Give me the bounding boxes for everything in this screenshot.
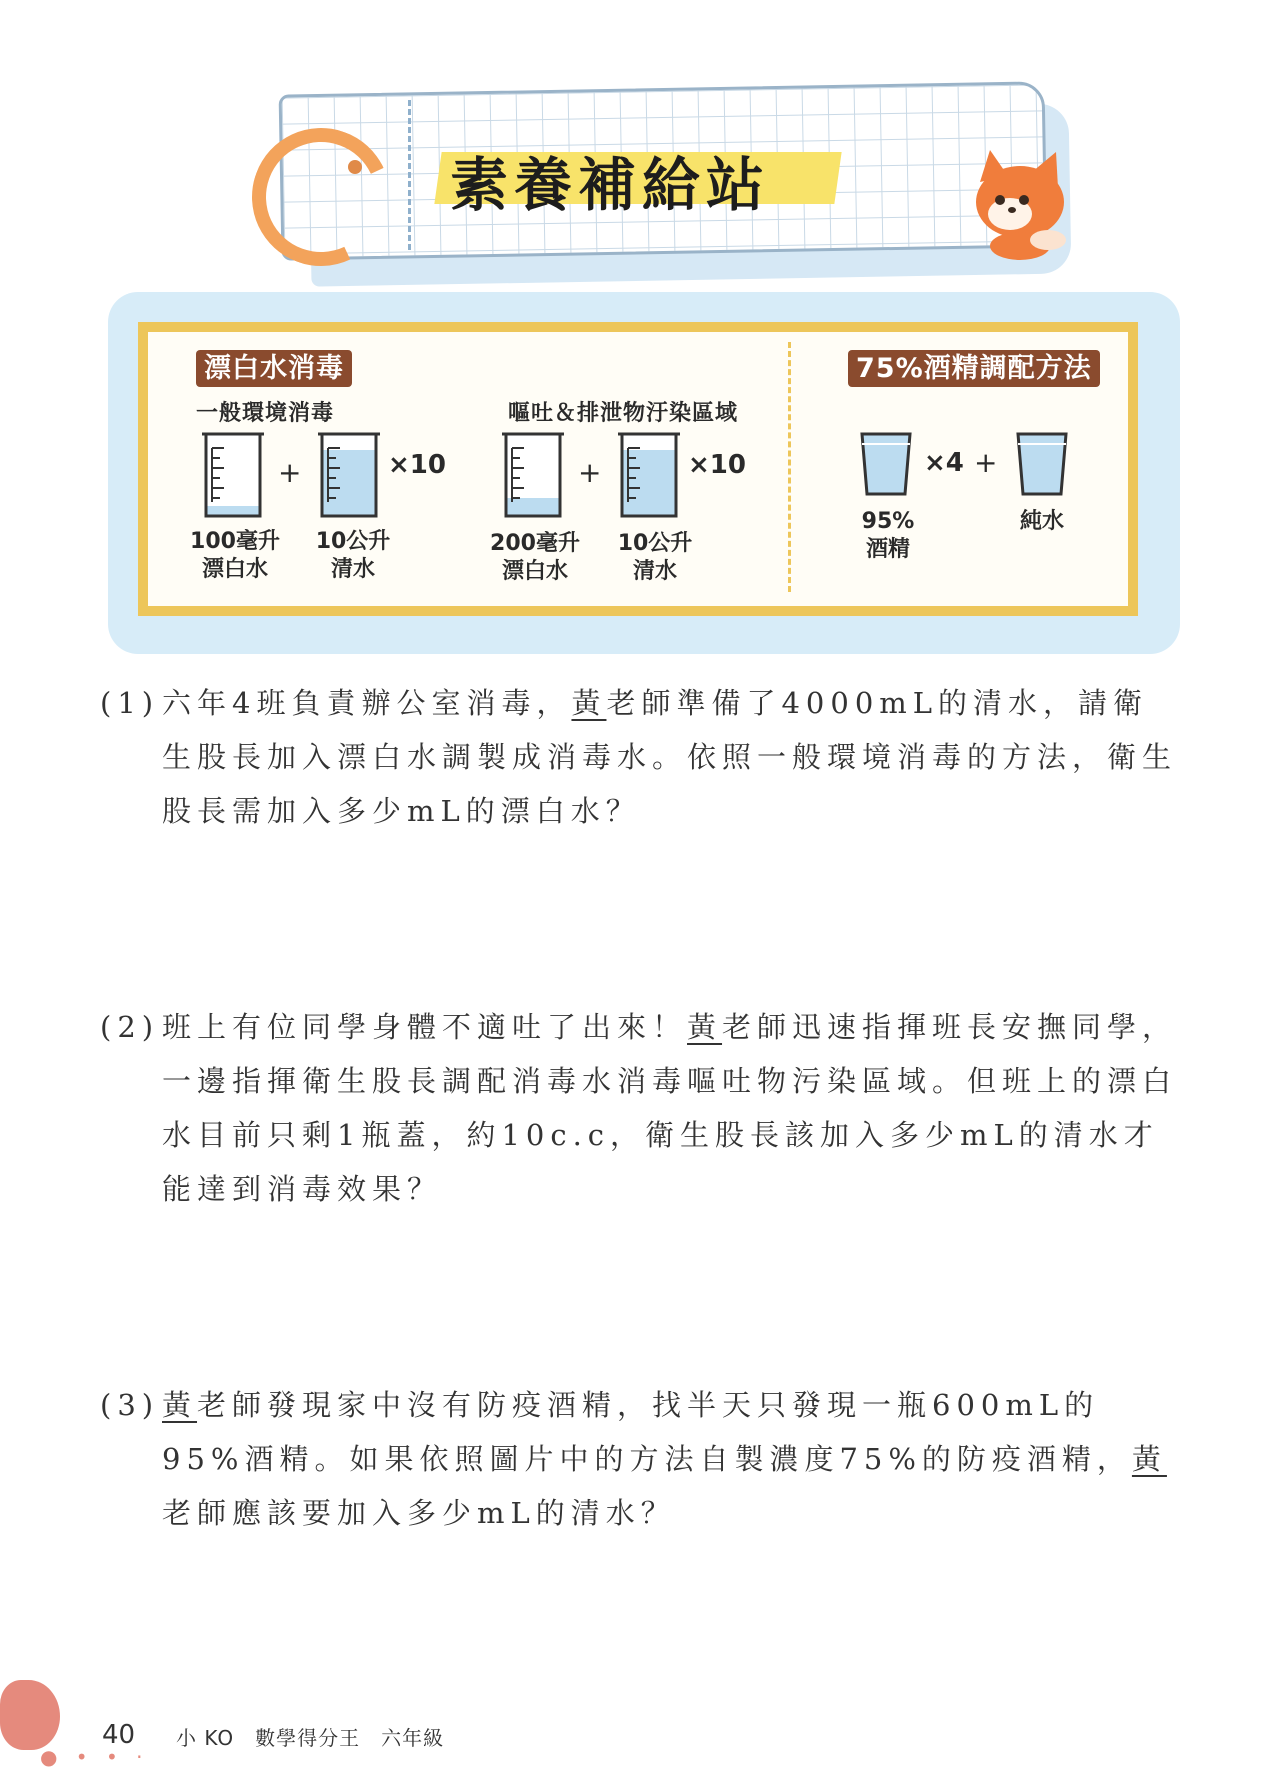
page-title: 素養補給站 <box>450 151 771 219</box>
times-ten-general: ×10 <box>388 450 446 480</box>
plus-sign: + <box>578 456 602 489</box>
beaker-bleach-icon <box>200 428 266 520</box>
alcohol-label: 75%酒精調配方法 <box>848 350 1100 387</box>
times-ten-vomit: ×10 <box>688 450 746 480</box>
general-bleach-name: 漂白水 <box>201 557 268 582</box>
question-number: (3) <box>100 1388 160 1422</box>
question-2 <box>100 1000 1180 1216</box>
vomit-water-amount: 10公升 <box>617 531 693 556</box>
beaker-water-icon <box>616 428 682 520</box>
footer-blob-icon <box>0 1680 60 1750</box>
times-four: ×4 <box>924 448 964 478</box>
cup-alcohol-icon <box>858 430 914 498</box>
teacher-name: 黃 <box>1131 1442 1167 1476</box>
pure-water-label: 純水 <box>1019 509 1064 534</box>
general-water-name: 清水 <box>330 557 375 582</box>
plus-sign: + <box>278 456 302 489</box>
bleach-label: 漂白水消毒 <box>196 350 352 387</box>
book-title: 小 KO 數學得分王 六年級 <box>176 1726 445 1750</box>
teacher-name: 黃 <box>687 1010 723 1044</box>
question-text: 老師發現家中沒有防疫酒精，找半天只發現一瓶600mL的95%酒精。如果依照圖片中的方法自製濃度75%的防疫酒精， <box>162 1388 1132 1476</box>
question-text: 老師迅速指揮班長安撫同學，一邊指揮衛生股長調配消毒水消毒嘔吐物污染區域。但班上的漂白水目前只剩1瓶蓋，約10c.c，衛生股長該加入多少mL的清水才能達到消毒效果？ <box>162 1010 1178 1206</box>
info-panel-frame <box>138 322 1138 616</box>
general-water-amount: 10公升 <box>315 529 391 554</box>
question-number: (2) <box>100 1010 160 1044</box>
question-text: 老師應該要加入多少mL的清水？ <box>162 1496 676 1530</box>
beaker-water-icon <box>316 428 382 520</box>
question-text: 班上有位同學身體不適吐了出來！ <box>162 1010 688 1044</box>
question-text: 六年4班負責辦公室消毒， <box>162 686 572 720</box>
page-number: 40 <box>102 1720 136 1750</box>
question-1 <box>100 676 1180 838</box>
plus-sign: + <box>974 446 998 479</box>
info-panel <box>108 292 1180 654</box>
vomit-water-name: 清水 <box>632 559 677 584</box>
general-disinfection-title: 一般環境消毒 <box>196 401 335 426</box>
vomit-disinfection-title: 嘔吐＆排泄物汙染區域 <box>508 401 739 426</box>
vomit-bleach-amount: 200毫升 <box>490 531 580 556</box>
general-bleach-amount: 100毫升 <box>190 529 280 554</box>
teacher-name: 黃 <box>571 686 607 720</box>
fox-mascot-icon <box>960 142 1080 262</box>
panel-divider <box>788 342 791 592</box>
vomit-bleach-name: 漂白水 <box>501 559 568 584</box>
teacher-name: 黃 <box>162 1388 198 1422</box>
tag-stripe <box>408 100 419 250</box>
cup-water-icon <box>1014 430 1070 498</box>
question-text: 老師準備了4000mL的清水，請衛生股長加入漂白水調製成消毒水。依照一般環境消毒的方法，衛生股長需加入多少mL的漂白水？ <box>162 686 1178 828</box>
tag-hole-icon <box>348 160 362 174</box>
question-3 <box>100 1378 1180 1540</box>
question-number: (1) <box>100 686 160 720</box>
section-header <box>240 80 1100 300</box>
footer-dots-icon: ● • • · <box>40 1745 149 1769</box>
alcohol-name: 酒精 <box>865 537 910 562</box>
alcohol-percent: 95% <box>861 509 915 534</box>
beaker-bleach-icon <box>500 428 566 520</box>
